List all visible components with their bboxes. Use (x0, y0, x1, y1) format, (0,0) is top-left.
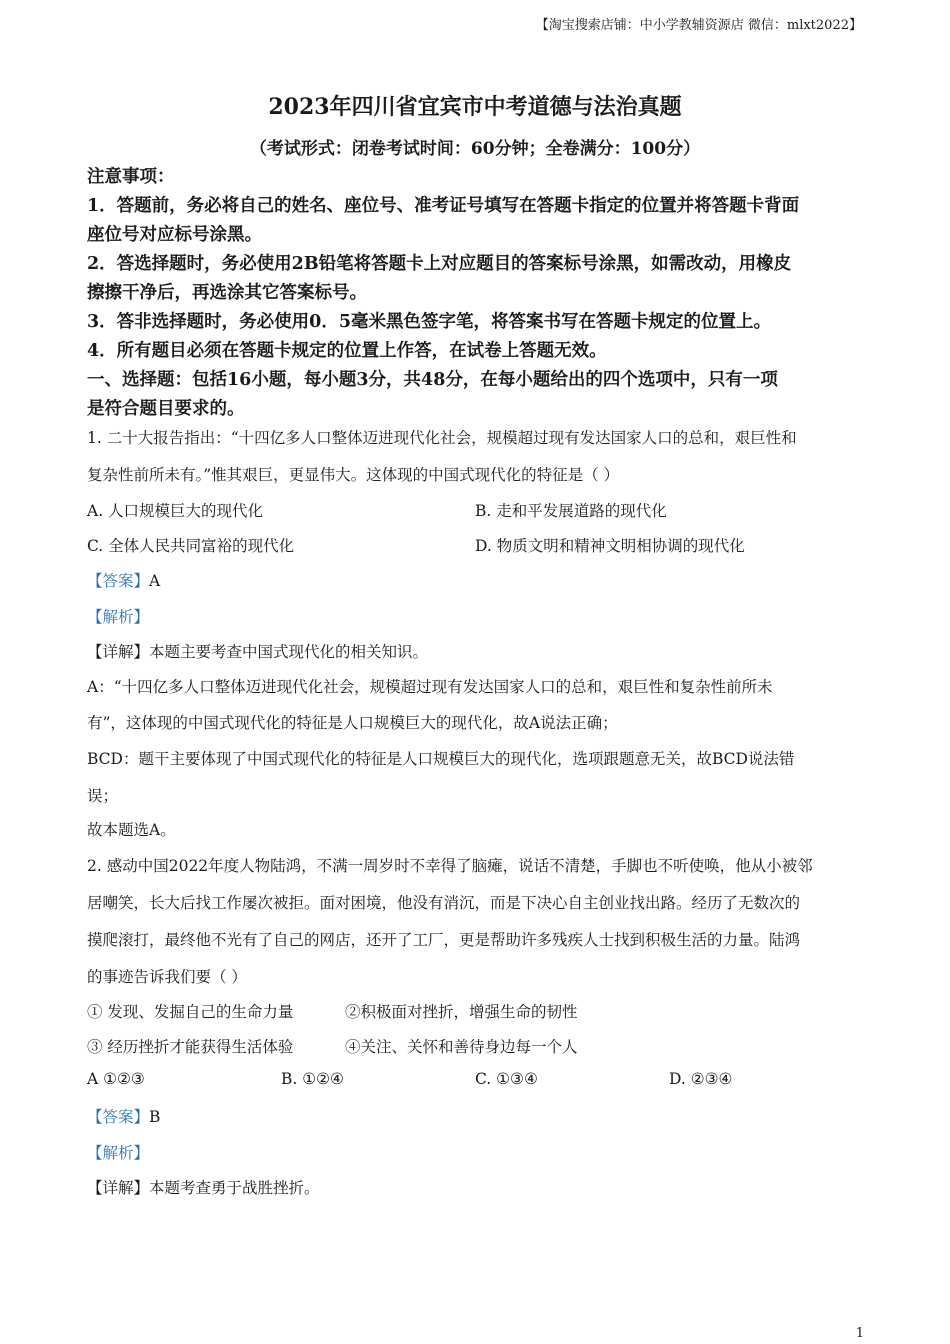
page-title: 2023年四川省宜宾市中考道德与法治真题 (268, 94, 682, 120)
q1-stem-2: 复杂性前所未有。”惟其艰巨，更显伟大。这体现的中国式现代化的特征是（ ） (87, 466, 620, 484)
q2-detail (87, 1176, 867, 1198)
q1-stem-1: 1. 二十大报告指出：“十四亿多人口整体迈进现代化社会，规模超过现有发达国家人口的总和，艰巨性和 (87, 429, 797, 447)
answer-value: B (149, 1108, 161, 1126)
notice-item-2a: 2．答选择题时，务必使用2B铅笔将答题卡上对应题目的答案标号涂黑，如需改动，用橡皮 (87, 254, 792, 274)
q1-option-a: A. 人口规模巨大的现代化 (87, 502, 264, 520)
q1-analysis (87, 605, 867, 627)
analysis-tag: 【解析】 (87, 1144, 150, 1162)
q1-conclusion: 故本题选A。 (87, 821, 176, 839)
q2-statement-4: ④关注、关怀和善待身边每一个人 (345, 1038, 578, 1056)
q2-option-c: C. ①③④ (475, 1070, 538, 1088)
notice-item-4: 4．所有题目必须在答题卡规定的位置上作答，在试卷上答题无效。 (87, 341, 607, 361)
exam-info: （考试形式：闭卷考试时间：60分钟；全卷满分：100分） (249, 139, 701, 159)
q1-answer (87, 569, 867, 591)
answer-tag: 【答案】 (87, 572, 150, 590)
q1-analysis-bcd-2: 误； (87, 787, 119, 805)
answer-tag: 【答案】 (87, 1108, 150, 1126)
notice-item-2b: 擦擦干净后，再选涂其它答案标号。 (87, 283, 367, 303)
section-heading-2: 是符合题目要求的。 (87, 399, 245, 419)
q2-option-b: B. ①②④ (281, 1070, 344, 1088)
q1-option-d: D. 物质文明和精神文明相协调的现代化 (475, 537, 745, 555)
notice-heading: 注意事项： (87, 167, 175, 187)
q1-analysis-a-2: 有”，这体现的中国式现代化的特征是人口规模巨大的现代化，故A说法正确； (87, 714, 618, 732)
q2-stem-1: 2. 感动中国2022年度人物陆鸿，不满一周岁时不幸得了脑瘫，说话不清楚，手脚也不听使唤，他从小被邻 (87, 857, 813, 875)
section-heading-1: 一、选择题：包括16小题，每小题3分，共48分，在每小题给出的四个选项中，只有一项 (87, 370, 778, 390)
q2-stem-2: 居嘲笑，长大后找工作屡次被拒。面对困境，他没有消沉，而是下决心自主创业找出路。经历了无数次的 (87, 894, 801, 912)
q2-option-a: A ①②③ (87, 1070, 145, 1088)
q2-statement-2: ②积极面对挫折，增强生命的韧性 (345, 1003, 578, 1021)
notice-item-1a: 1．答题前，务必将自己的姓名、座位号、准考证号填写在答题卡指定的位置并将答题卡背面 (87, 196, 800, 216)
q2-answer (87, 1105, 867, 1127)
q1-detail (87, 640, 867, 662)
q2-stem-3: 摸爬滚打，最终他不光有了自己的网店，还开了工厂，更是帮助许多残疾人士找到积极生活的力量。陆鸿 (87, 931, 801, 949)
detail-tag: 【详解】 (87, 1179, 150, 1197)
detail-tag: 【详解】 (87, 643, 150, 661)
q1-analysis-a-1: A：“十四亿多人口整体迈进现代化社会，规模超过现有发达国家人口的总和，艰巨性和复杂性前所未 (87, 678, 773, 696)
q1-analysis-bcd-1: BCD：题干主要体现了中国式现代化的特征是人口规模巨大的现代化，选项跟题意无关，故BCD说法错 (87, 750, 795, 768)
q2-statement-3: ③ 经历挫折才能获得生活体验 (87, 1038, 294, 1056)
page-number: 1 (855, 1326, 864, 1341)
answer-value: A (149, 572, 161, 590)
analysis-tag: 【解析】 (87, 608, 150, 626)
notice-item-1b: 座位号对应标号涂黑。 (87, 225, 262, 245)
q2-option-d: D. ②③④ (669, 1070, 733, 1088)
q2-analysis (87, 1141, 867, 1163)
q2-stem-4: 的事迹告诉我们要（ ） (87, 968, 247, 986)
detail-text: 本题主要考查中国式现代化的相关知识。 (149, 643, 429, 661)
detail-text: 本题考查勇于战胜挫折。 (149, 1179, 320, 1197)
q2-statement-1: ① 发现、发掘自己的生命力量 (87, 1003, 294, 1021)
notice-item-3: 3．答非选择题时，务必使用0．5毫米黑色签字笔，将答案书写在答题卡规定的位置上。 (87, 312, 772, 332)
q1-option-b: B. 走和平发展道路的现代化 (475, 502, 667, 520)
header-note: 【淘宝搜索店铺：中小学教辅资源店 微信：mlxt2022】 (535, 18, 862, 33)
q1-option-c: C. 全体人民共同富裕的现代化 (87, 537, 295, 555)
